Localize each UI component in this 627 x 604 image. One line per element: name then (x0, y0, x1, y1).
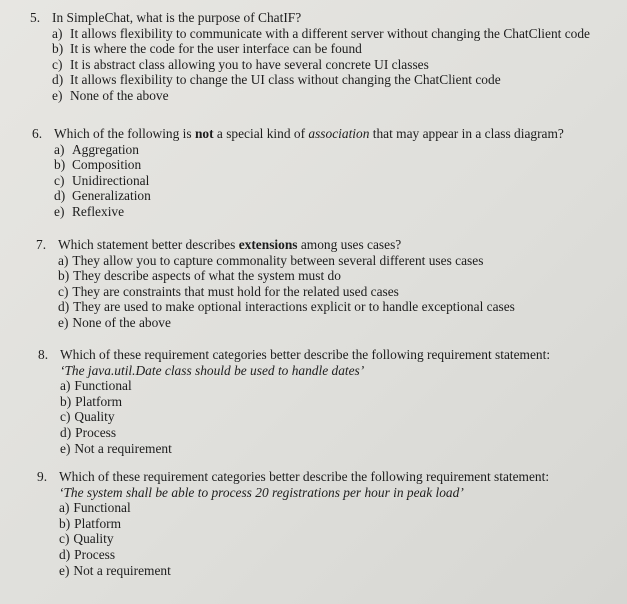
option-a (36, 253, 515, 269)
emphasis-association: association (308, 126, 370, 141)
option-text: Quality (73, 531, 114, 547)
question-number: 5. (30, 10, 41, 25)
option-text: Functional (74, 378, 132, 394)
answer-options (38, 378, 550, 456)
option-letter: d) (59, 546, 71, 562)
option-text: Not a requirement (74, 440, 172, 456)
question-text: Which of these requirement categories better describe the following requirement statement: (60, 347, 551, 362)
option-c (32, 173, 564, 189)
question-5-stem (30, 10, 590, 26)
option-letter: b) (52, 41, 64, 57)
option-b (38, 394, 550, 410)
option-e (30, 88, 590, 104)
question-number: 6. (32, 126, 43, 141)
answer-options (30, 26, 590, 104)
option-e (36, 315, 515, 331)
option-text: Functional (73, 500, 131, 516)
option-letter: d) (52, 72, 64, 88)
answer-options (37, 500, 549, 578)
option-c (30, 57, 590, 73)
question-7 (36, 237, 515, 331)
option-letter: b) (59, 515, 71, 531)
emphasis-extensions: extensions (238, 237, 298, 252)
option-e (38, 441, 550, 457)
question-9 (37, 469, 549, 578)
option-text: Generalization (72, 188, 151, 204)
option-letter: d) (58, 299, 70, 315)
option-text: Reflexive (72, 203, 125, 219)
question-number: 9. (37, 469, 48, 484)
option-d (36, 299, 515, 315)
option-letter: c) (59, 531, 70, 547)
option-text: Not a requirement (73, 562, 171, 578)
option-d (37, 547, 549, 563)
option-letter: c) (60, 409, 71, 425)
option-text: It is abstract class allowing you to have several concrete UI classes (70, 56, 429, 72)
option-a (32, 142, 564, 158)
answer-options (36, 253, 515, 331)
question-6-stem (32, 126, 564, 142)
option-letter: e) (58, 314, 69, 330)
question-5 (30, 10, 590, 104)
question-8 (38, 347, 550, 456)
option-text: They are constraints that must hold for the related used cases (72, 283, 399, 299)
question-text-end: among uses cases? (297, 237, 402, 252)
question-text-end: that may appear in a class diagram? (369, 126, 564, 141)
option-letter: e) (60, 440, 71, 456)
requirement-statement: ‘The java.util.Date class should be used to handle dates’ (60, 362, 365, 378)
question-7-stem (36, 237, 515, 253)
option-text: Process (74, 546, 116, 562)
option-d (38, 425, 550, 441)
question-number: 7. (36, 237, 47, 252)
question-text-start: Which statement better describes (58, 237, 239, 252)
option-letter: d) (54, 188, 66, 204)
option-text: None of the above (70, 87, 169, 103)
option-text: Composition (72, 157, 142, 173)
option-text: Platform (75, 393, 123, 409)
option-text: None of the above (72, 314, 171, 330)
option-text: They describe aspects of what the system must do (73, 268, 341, 284)
option-letter: c) (52, 56, 63, 72)
option-a (30, 26, 590, 42)
option-b (37, 516, 549, 532)
option-text: Unidirectional (72, 172, 150, 188)
option-b (30, 41, 590, 57)
question-text-middle: a special kind of (213, 126, 309, 141)
option-letter: a) (58, 252, 69, 268)
option-letter: a) (54, 141, 65, 157)
option-text: Aggregation (72, 141, 139, 157)
option-letter: e) (59, 562, 70, 578)
option-letter: b) (54, 157, 66, 173)
option-text: Process (75, 424, 117, 440)
option-d (30, 72, 590, 88)
option-c (37, 531, 549, 547)
option-text: It allows flexibility to communicate with a different server without changing the ChatClient code (70, 25, 590, 41)
option-d (32, 188, 564, 204)
option-letter: e) (54, 203, 65, 219)
option-letter: e) (52, 87, 63, 103)
option-letter: b) (58, 268, 70, 284)
answer-options (32, 142, 564, 220)
option-e (37, 563, 549, 579)
option-c (38, 409, 550, 425)
option-text: They allow you to capture commonality between several different uses cases (72, 252, 484, 268)
question-8-stem (38, 347, 550, 363)
option-letter: c) (54, 172, 65, 188)
option-letter: d) (60, 424, 72, 440)
question-text-start: Which of the following is (54, 126, 195, 141)
question-9-stem (37, 469, 549, 485)
question-number: 8. (38, 347, 49, 362)
option-letter: b) (60, 393, 72, 409)
option-letter: c) (58, 283, 69, 299)
option-text: It allows flexibility to change the UI class without changing the ChatClient code (70, 72, 501, 88)
option-e (32, 204, 564, 220)
option-letter: a) (60, 378, 71, 394)
option-b (36, 268, 515, 284)
option-a (37, 500, 549, 516)
emphasis-not: not (194, 126, 214, 141)
question-text: In SimpleChat, what is the purpose of ChatIF? (52, 10, 302, 25)
question-text: Which of these requirement categories better describe the following requirement statement: (59, 469, 550, 484)
option-text: It is where the code for the user interface can be found (70, 41, 362, 57)
option-text: They are used to make optional interactions explicit or to handle exceptional cases (73, 299, 515, 315)
option-a (38, 378, 550, 394)
option-text: Platform (74, 515, 122, 531)
question-6 (32, 126, 564, 220)
requirement-statement: ‘The system shall be able to process 20 registrations per hour in peak load’ (59, 484, 464, 500)
option-text: Quality (74, 409, 115, 425)
option-c (36, 284, 515, 300)
option-b (32, 157, 564, 173)
option-letter: a) (52, 25, 63, 41)
option-letter: a) (59, 500, 70, 516)
